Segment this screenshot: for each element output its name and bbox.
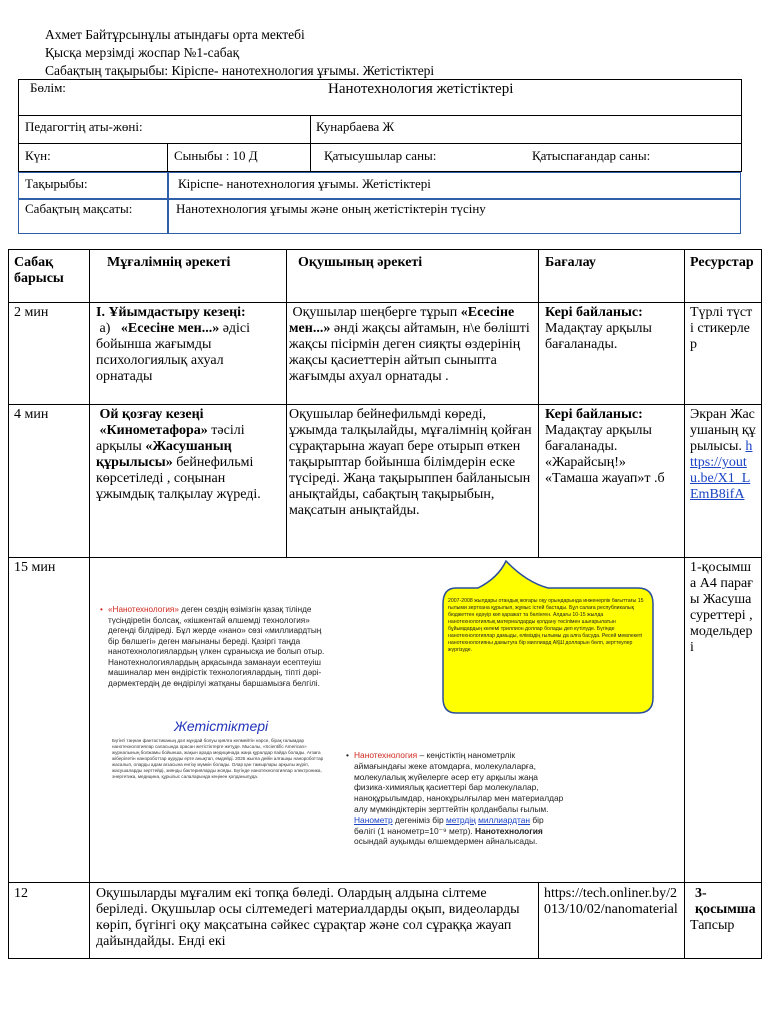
header-assessment: Бағалау (545, 255, 596, 270)
row1-resource: Түрлі түсті стикерлер (690, 305, 753, 352)
teacher-value: Кунарбаева Ж (316, 119, 395, 134)
row1-time: 2 мин (14, 305, 49, 320)
row2-student: Оқушылар бейнефильмді көреді, ұжымда талқылайды, мұғалімнің қойған сұрақтарына жауап бере отырып өткен тақырыптар бойынша білімдерін еске түсіреді. Жаңа тақырыппен байланысын анықтайды, сабақтың тақырыбын, мақсатын анықтайды. (289, 407, 532, 518)
row4-text: Оқушыларды мұғалим екі топқа бөледі. Олардың алдына сілтеме беріледі. Оқушылар осы сілтемедегі материалдарды оқып, видеоларды көріп, бүгінгі оқу мақсатына сәйкес сұрақтар және сол сұраққа жауап дайындайды. Енді екі (96, 886, 520, 949)
absent-count-label: Қатыспағандар саны: (532, 148, 651, 163)
plan-title: Қысқа мерзімді жоспар №1-сабақ (45, 45, 240, 60)
goal-value: Нанотехнология ұғымы және оның жетістіктерін түсіну (176, 201, 486, 216)
row3-time: 15 мин (14, 560, 56, 575)
row4-time: 12 (14, 886, 28, 901)
callout-text: 2007-2008 жылдары отандық жоғары оқу орындарында инженерлік бағыттағы 15 ғылыми зертхана құрылып, жұмыс істей бастады. Бұл салаға республикалық бюджеттен едәуір көп қаражат та бөлінген. Алдағы 10-15 жылда нанотехнологиялық материалдарды қолдану төсілімен шығарылатын бұйымдардың көлемі триллион доллар болады деп күтілуде. Бүгінде нанотехнологиялар дамыды, еліміздің ғылымы да алға басуда. Ресей мемлекеті нанотехнологияны дамытуға бір миллиард АҚШ долларын бөлп, зерттеулер жүргізуде. (448, 598, 644, 653)
header-teacher-action: Мұғалімнің әрекеті (107, 255, 231, 270)
row1-student: Оқушылар шеңберге тұрып «Есесіне мен...» әнді жақсы айтамын, н\е бөлішті жақсы пісірмін деген сияқты өздерінің жақсы қасиеттерін айтып сыныпта жағымды ахуал орнатады . (289, 305, 530, 384)
slide-definition: • «Нанотехнология» деген сөздің өзімізгін қазақ тілінде түсіндірetін болсақ, «кішкентай өлшемді технология» дегенді білдіреді. Бұл жерде «нано» сөзі «миллиардтың бір бөлшегі» деген мағынаны береді. Қазіргі таңда нанотехнологиялардың үлкен сұранысқа ие болып отыр. Нанотехнологиялардың арқасында заманауи есептеуіш машиналар мен өндірістік технологиялардың, тіпті дәрі-дәрмектердің де өндірілуі жатқаны баршамызға белгілі. (94, 583, 329, 688)
row2-time: 4 мин (14, 407, 49, 422)
row4-link[interactable]: https://tech.onliner.by/2013/10/02/nanomaterial (544, 886, 678, 917)
slide-achievements-title: Жетістіктері (174, 718, 269, 734)
slide-nanotech-definition: • Нанотехнология – кеңістіктің нанометрлік аймағындағы жеке атомдарға, молекулаларға, молекулалық жүйелерге әсер ету арқылы жаңа физика-химиялық қасиеттері бар молекулалар, наноқұрылымдар, нанокұрылғылар мен материалдар алу мүмкіндіктерін зерттейтін қолданбалы ғылым. Нанометр дегеніміз бір метрдің миллиардтан бір бөлігі (1 нанометр=10⁻⁹ метр). Нанотехнология осындай ауқымды өлшемдермен айналысады. (346, 750, 564, 847)
video-link[interactable]: https://youtu.be/X1_LEmB8ifA (690, 439, 753, 502)
slide-achievements: Жетістіктері Бүгінгі таңнан фантастиканың дәл мұндай болуы қиялға келмейтін нәрсе, бірақ ғалымдар нанотехнологиялар саласында орасан жетістіктерге жетуде. Мысалы, «Scientific American» журналының болжамы бойынша, жақын арада медицинада жаңа құралдар пайда болады. Ағзаға жіберілетін нанороботтар ауруды ерте анықтап, емдейді. 2025 жылға дейін алғашқы нанороботтар жасалып, оларды адам ағзасына енгізу мүмкін болады. Олар қан тамырлары арқылы жүріп, жасушаларды зерттейді, зиянды бактерияларды жояды. Бүгінде нанотехнологиялар электроника, энергетика, медицина, құрылыс салаларында кеңінен қолданылуда. (94, 692, 334, 880)
topic-label: Тақырыбы: (25, 176, 88, 191)
topic-value: Кіріспе- нанотехнология ұғымы. Жетістіктері (178, 176, 431, 191)
school-name: Ахмет Байтұрсынұлы атындағы орта мектебі (45, 27, 305, 42)
row1-assessment: Кері байланыс: Мадақтау арқылы бағаланады. (545, 305, 652, 352)
header-stage: Сабақ барысы (14, 255, 64, 286)
class-label: Сыныбы : 10 Д (174, 148, 258, 163)
lesson-topic-header: Сабақтың тақырыбы: Кіріспе- нанотехнология ұғымы. Жетістіктері (45, 63, 435, 78)
row1-teacher: І. Ұйымдастыру кезеңі: а) «Есесіне мен...» әдісі бойынша жағымды психологиялық ахуал орнатады (96, 305, 251, 384)
teacher-label: Педагогтің аты-жөні: (25, 119, 143, 134)
row2-assessment: Кері байланыс: Мадақтау арқылы бағаланады. «Жарайсың!» «Тамаша жауап»т .б (545, 407, 665, 486)
section-value: Нанотехнология жетістіктері (328, 81, 514, 97)
row2-resource: Экран Жасушаның құрылысы. https://youtu.be/X1_LEmB8ifA (690, 407, 756, 502)
row2-teacher: Ой қозғау кезеңі «Кинометафора» тәсілі арқылы «Жасушаның құрылысы» бейнефильмі көрсетіледі , соңынан ұжымдық талқылау жүреді. (96, 407, 261, 502)
section-label: Бөлім: (30, 80, 66, 95)
header-student-action: Оқушының әрекеті (298, 255, 423, 270)
row4-resource: 3-қосымша Тапсыр (690, 886, 756, 933)
header-resources: Ресурстар (690, 255, 754, 270)
present-count-label: Қатысушылар саны: (324, 148, 437, 163)
date-label: Күн: (25, 148, 51, 163)
goal-label: Сабақтың мақсаты: (25, 201, 133, 216)
row3-resource: 1-қосымша А4 парағы Жасуша суреттері , модельдері (690, 560, 753, 655)
